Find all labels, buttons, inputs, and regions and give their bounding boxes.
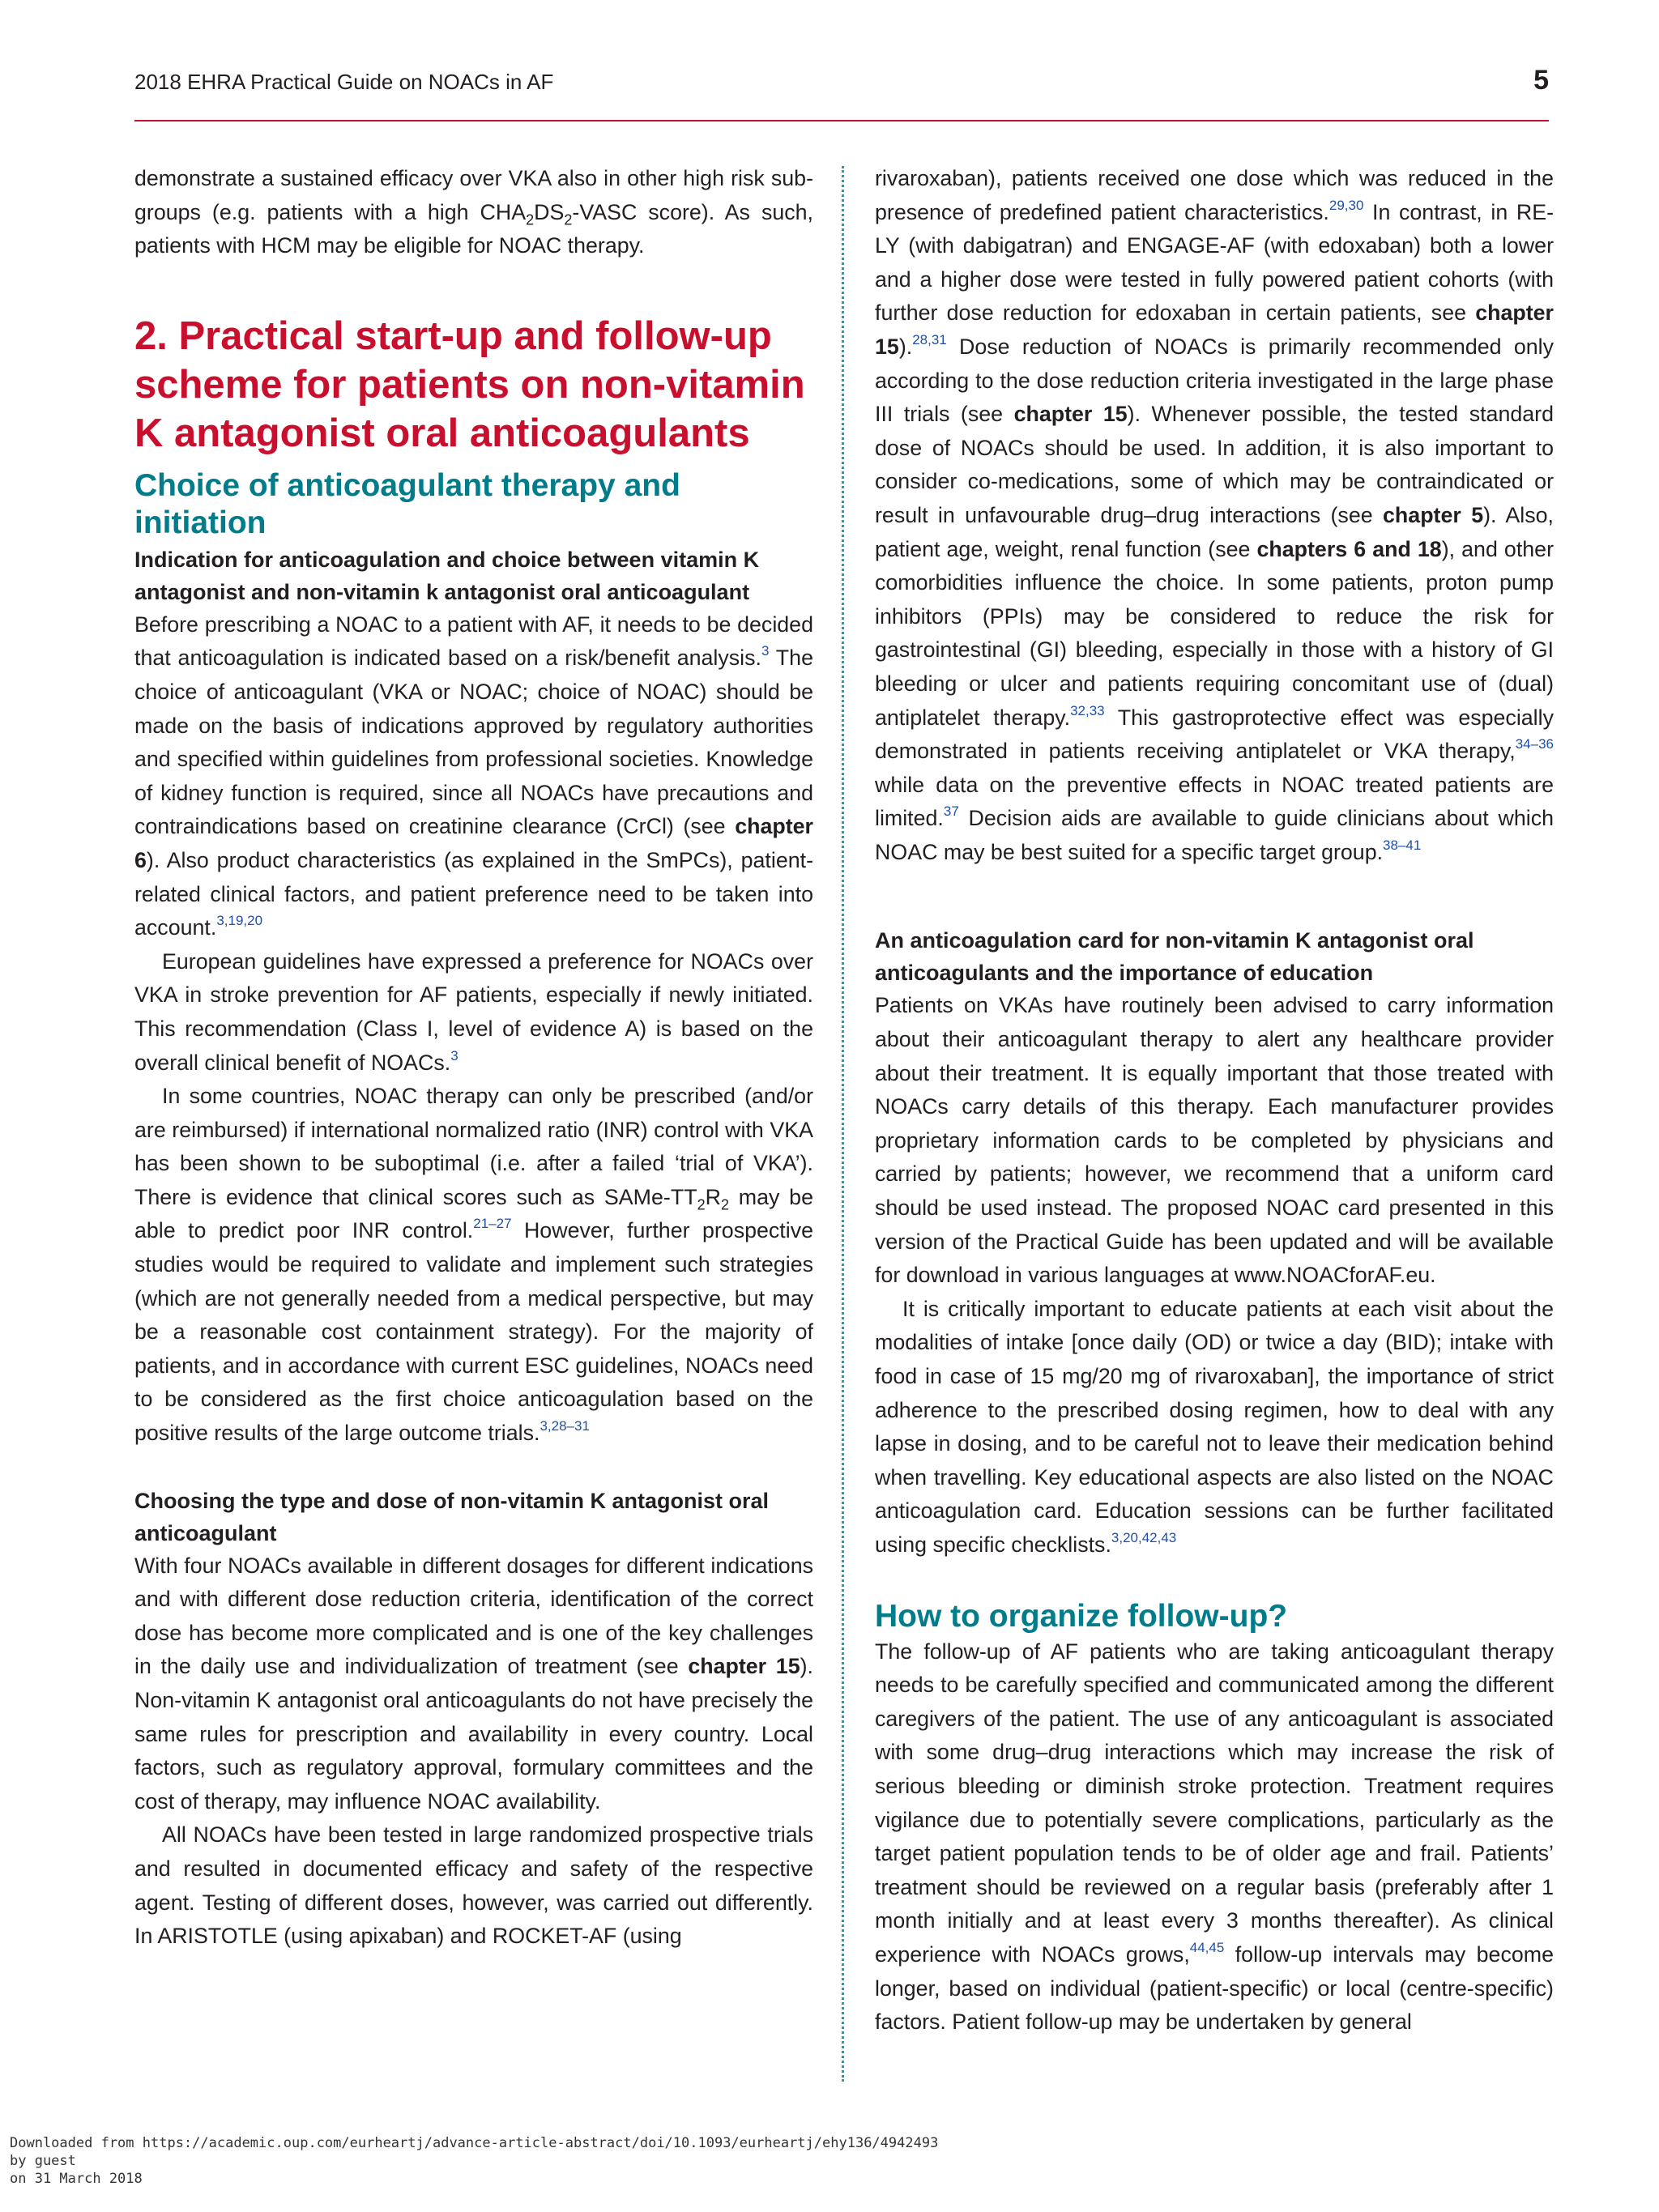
citation-link[interactable]: 3	[450, 1047, 458, 1063]
citation-link[interactable]: 32,33	[1070, 702, 1105, 718]
column-divider	[842, 166, 844, 2082]
paragraph-all-noacs-tested: All NOACs have been tested in large randomized prospective trials and resulted in documented efficacy and safety of the respective agent. Testing of different doses, however, was carried out differently. In ARISTOTLE (using apixaban) and ROCKET-AF (using	[134, 1822, 813, 1949]
citation-link[interactable]: 38–41	[1383, 837, 1422, 853]
citation-link[interactable]: 29,30	[1328, 197, 1364, 213]
paragraph-follow-up: The follow-up of AF patients who are taking anticoagulant therapy needs to be carefully specified and communicated among the different caregivers of the patient. The use of any anticoagulant is associated with some drug–drug interactions which may increase the risk of serious bleeding or diminish stroke protection. Treatment requires vigilance due to potentially severe complications, particularly as the target patient population tends to be of older age and frail. Patients’ treatment should be reviewed on a regular basis (preferably after 1 month initially and at least every 3 months thereafter). As clinical experience with NOACs grows,$^{44,45}$ follow-up intervals may become longer, based on individual (patient-specific) or local (centre-specific) factors. Patient follow-up may be undertaken by general	[875, 1639, 1554, 2035]
paragraph-indication: Before prescribing a NOAC to a patient with AF, it needs to be decided that anticoagulation is indicated based on a risk/benefit analysis.$^3$ The choice of anticoagulant (VKA or NOAC; choice of NOAC) should be made on the basis of indications approved by regulatory authorities and specified within guidelines from professional societies. Knowledge of kidney function is required, since all NOACs have precautions and contraindications based on creatinine clearance (CrCl) (see chapter 6). Also product characteristics (as explained in the SmPCs), patient-related clinical factors, and patient preference need to be taken into account.$^{3,19,20}$	[134, 612, 813, 940]
header-rule	[134, 120, 1549, 121]
paragraph-patients-on-vkas: Patients on VKAs have routinely been advised to carry information about their anticoagulant therapy to alert any healthcare provider about their treatment. It is equally important that those treated with NOACs carry details of this therapy. Each manufacturer provides proprietary information cards to be completed by physicians and carried by patients; however, we recommend that a uniform card should be used instead. The proposed NOAC card presented in this version of the Practical Guide has been updated and will be available for download in various languages at www.NOACforAF.eu.	[875, 993, 1554, 1288]
citation-link[interactable]: 21–27	[473, 1216, 512, 1232]
citation-link[interactable]: 3	[761, 643, 770, 659]
paragraph-educate-patients: It is critically important to educate patients at each visit about the modalities of intake [once daily (OD) or twice a day (BID); intake with food in case of 15 mg/20 mg of rivaroxaban], the importance of strict adherence to the prescribed dosing regimen, how to deal with any lapse in dosing, and to be careful not to leave their medication behind when travelling. Key educational aspects are also listed on the NOAC anticoagulation card. Education sessions can be further facilitated using specific checklists.$^{3,20,42,43}$	[875, 1296, 1554, 1557]
minor-title-anticoagulation-card: An anticoagulation card for non-vitamin K antagonist oral anticoagulants and the importance of education	[875, 928, 1474, 986]
citation-link[interactable]: 37	[943, 803, 959, 820]
paragraph-four-noacs: With four NOACs available in different dosages for different indications and with different dose reduction criteria, identification of the correct dose has become more complicated and is one of the key challenges in the daily use and individualization of treatment (see chapter 15). Non-vitamin K antagonist oral anticoagulants do not have precisely the same rules for prescription and availability in every country. Local factors, such as regulatory approval, formulary committees and the cost of therapy, may influence NOAC availability.	[134, 1553, 813, 1813]
left-column	[134, 162, 813, 1954]
minor-title-indication: Indication for anticoagulation and choice between vitamin K antagonist and non-vitamin k antagonist oral anticoagulant	[134, 547, 760, 604]
minor-title-choosing-dose: Choosing the type and dose of non-vitamin K antagonist oral anticoagulant	[134, 1488, 770, 1545]
citation-link[interactable]: 28,31	[912, 331, 947, 347]
download-notice: Downloaded from https://academic.oup.com/eurheartj/advance-article-abstract/doi/10.1093/eurheartj/ehy136/4942493 by guest on 31 March 2018	[10, 2135, 939, 2187]
paragraph-european-guidelines: European guidelines have expressed a preference for NOACs over VKA in stroke prevention for AF patients, especially if newly initiated. This recommendation (Class I, level of evidence A) is based on the overall clinical benefit of NOACs.$^3$	[134, 948, 813, 1075]
subsection-title-follow-up: How to organize follow-up?	[875, 1598, 1288, 1634]
right-column	[875, 162, 1554, 2039]
citation-link[interactable]: 3,28–31	[539, 1418, 590, 1434]
intro-paragraph: demonstrate a sustained efficacy over VKA also in other high risk sub-groups (e.g. patients with a high $CHA_2DS_2$-VASC score). As such, patients with HCM may be eligible for NOAC therapy.	[134, 166, 813, 258]
running-title: 2018 EHRA Practical Guide on NOACs in AF	[134, 70, 554, 94]
subsection-title-choice: Choice of anticoagulant therapy and initiation	[134, 467, 680, 540]
citation-link[interactable]: 34–36	[1515, 736, 1554, 752]
citation-link[interactable]: 3,20,42,43	[1111, 1529, 1177, 1545]
paragraph-countries: In some countries, NOAC therapy can only be prescribed (and/or are reimbursed) if international normalized ratio (INR) control with VKA has been shown to be suboptimal (i.e. after a failed ‘trial of VKA’). There is evidence that clinical scores such as SAMe-$TT_2R_2$ may be able to predict poor INR control.$^{21-27}$ However, further prospective studies would be required to validate and implement such strategies (which are not generally needed from a medical perspective, but may be a reasonable cost containment strategy). For the majority of patients, and in accordance with current ESC guidelines, NOACs need to be considered as the first choice anticoagulation based on the positive results of the large outcome trials.$^{3,28-31}$	[134, 1084, 813, 1446]
paragraph-dose-testing: rivaroxaban), patients received one dose which was reduced in the presence of predefined patient characteristics.$^{29,30}$ In contrast, in RE-LY (with dabigatran) and ENGAGE-AF (with edoxaban) both a lower and a higher dose were tested in fully powered patient cohorts (with further dose reduction for edoxaban in certain patients, see chapter 15).$^{28,31}$ Dose reduction of NOACs is primarily recommended only according to the dose reduction criteria investigated in the large phase III trials (see chapter 15). Whenever possible, the tested standard dose of NOACs should be used. In addition, it is also important to consider co-medications, some of which may be contraindicated or result in unfavourable drug–drug interactions (see chapter 5). Also, patient age, weight, renal function (see chapters 6 and 18), and other comorbidities influence the choice. In some patients, proton pump inhibitors (PPIs) may be considered to reduce the risk for gastrointestinal (GI) bleeding, especially in those with a history of GI bleeding or ulcer and patients requiring concomitant use of (dual) antiplatelet therapy.$^{32,33}$ This gastroprotective effect was especially demonstrated in patients receiving antiplatelet or VKA therapy,$^{34-36}$ while data on the preventive effects in NOAC treated patients are limited.$^{37}$ Decision aids are available to guide clinicians about which NOAC may be best suited for a specific target group.$^{38-41}$	[875, 166, 1555, 864]
citation-link[interactable]: 44,45	[1189, 1939, 1225, 1955]
page-number: 5	[1533, 65, 1549, 96]
section-title: 2. Practical start-up and follow-up scheme for patients on non-vitamin K antagonist oral anticoagulants	[134, 313, 805, 455]
citation-link[interactable]: 3,19,20	[216, 913, 263, 929]
